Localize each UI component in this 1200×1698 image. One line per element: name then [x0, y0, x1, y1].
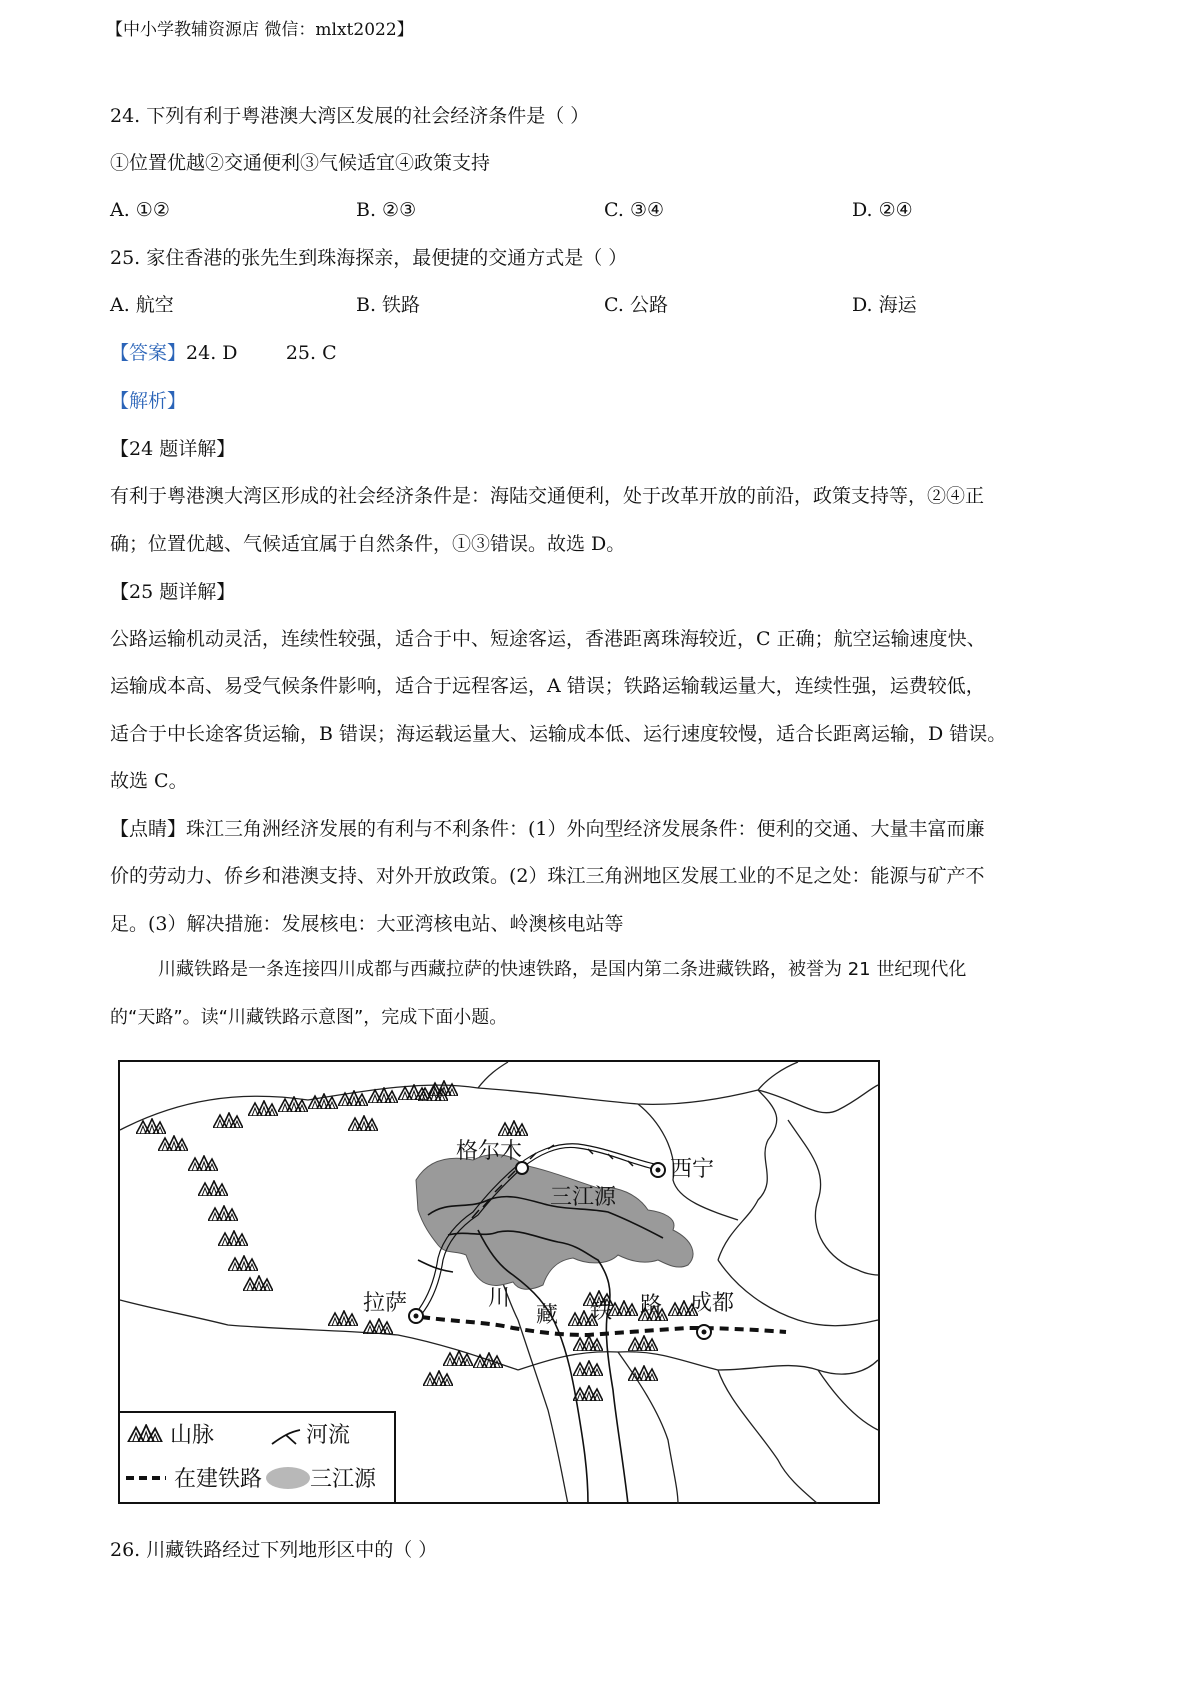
map-legend — [119, 1412, 395, 1503]
q25-option-d: D. 海运 — [852, 294, 917, 316]
detail25-line-3: 适合于中长途客货运输，B 错误；海运载运量大、运输成本低、运行速度较慢，适合长距离运输，D 错误。 — [110, 723, 1007, 745]
detail24-line-2: 确；位置优越、气候适宜属于自然条件，①③错误。故选 D。 — [110, 533, 626, 555]
answer-text: 24. D 25. C — [186, 342, 337, 364]
city-label-chengdu: 成都 — [690, 1291, 735, 1316]
q24-option-a: A. ①② — [110, 199, 170, 221]
city-label-lhasa: 拉萨 — [363, 1291, 408, 1316]
detail25-line-1: 公路运输机动灵活，连续性较强，适合于中、短途客运，香港距离珠海较近，C 正确；航空运输速度快、 — [110, 628, 986, 650]
legend-mountain-label: 山脉 — [170, 1423, 215, 1448]
intro-line-2: 的“天路”。读“川藏铁路示意图”，完成下面小题。 — [110, 1007, 508, 1028]
q24-stem: 24. 下列有利于粤港澳大湾区发展的社会经济条件是（ ） — [110, 105, 590, 127]
detail25-title: 【25 题详解】 — [110, 581, 236, 603]
q24-option-b: B. ②③ — [356, 199, 417, 221]
answer-label: 【答案】 — [110, 342, 187, 364]
intro-line-1: 川藏铁路是一条连接四川成都与西藏拉萨的快速铁路，是国内第二条进藏铁路，被誉为 21 世纪现代化 — [158, 959, 967, 980]
railway-char-3: 铁 — [590, 1299, 613, 1324]
detail25-line-2: 运输成本高、易受气候条件影响，适合于远程客运，A 错误；铁路运输载运量大，连续性强，运费较低， — [110, 675, 985, 697]
detail25-line-4: 故选 C。 — [110, 770, 188, 792]
tip-line-3: 足。(3）解决措施：发展核电：大亚湾核电站、岭澳核电站等 — [110, 913, 624, 935]
tip-line-1: 【点睛】珠江三角洲经济发展的有利与不利条件：(1）外向型经济发展条件：便利的交通、大量丰富而廉 — [110, 818, 985, 840]
sichuan-tibet-railway-map — [118, 1060, 880, 1504]
railway-char-4: 路 — [640, 1293, 663, 1318]
q26-stem: 26. 川藏铁路经过下列地形区中的（ ） — [110, 1539, 438, 1561]
city-label-golmud: 格尔木 — [456, 1139, 523, 1164]
q24-option-c: C. ③④ — [604, 199, 665, 221]
tip-line-2: 价的劳动力、侨乡和港澳支持、对外开放政策。(2）珠江三角洲地区发展工业的不足之处：能源与矿产不 — [110, 865, 985, 887]
answer-line — [110, 341, 337, 365]
analysis-label: 【解析】 — [110, 390, 187, 412]
railway-char-2: 藏 — [536, 1303, 559, 1328]
q24-items: ①位置优越②交通便利③气候适宜④政策支持 — [110, 152, 491, 174]
city-label-xining: 西宁 — [670, 1157, 715, 1182]
q25-option-a: A. 航空 — [110, 294, 174, 316]
q25-option-b: B. 铁路 — [356, 294, 421, 316]
railway-char-1: 川 — [488, 1286, 511, 1311]
detail24-line-1: 有利于粤港澳大湾区形成的社会经济条件是：海陆交通便利，处于改革开放的前沿，政策支持等，②④正 — [110, 485, 985, 507]
q24-option-d: D. ②④ — [852, 199, 913, 221]
region-label: 三江源 — [550, 1185, 617, 1210]
legend-railway-label: 在建铁路 — [174, 1467, 263, 1492]
q25-stem: 25. 家住香港的张先生到珠海探亲，最便捷的交通方式是（ ） — [110, 247, 628, 269]
detail24-title: 【24 题详解】 — [110, 438, 236, 460]
header-source: 【中小学教辅资源店 微信：mlxt2022】 — [106, 20, 414, 40]
legend-source-label: 三江源 — [310, 1467, 377, 1492]
q25-option-c: C. 公路 — [604, 294, 668, 316]
legend-river-label: 河流 — [306, 1423, 351, 1448]
